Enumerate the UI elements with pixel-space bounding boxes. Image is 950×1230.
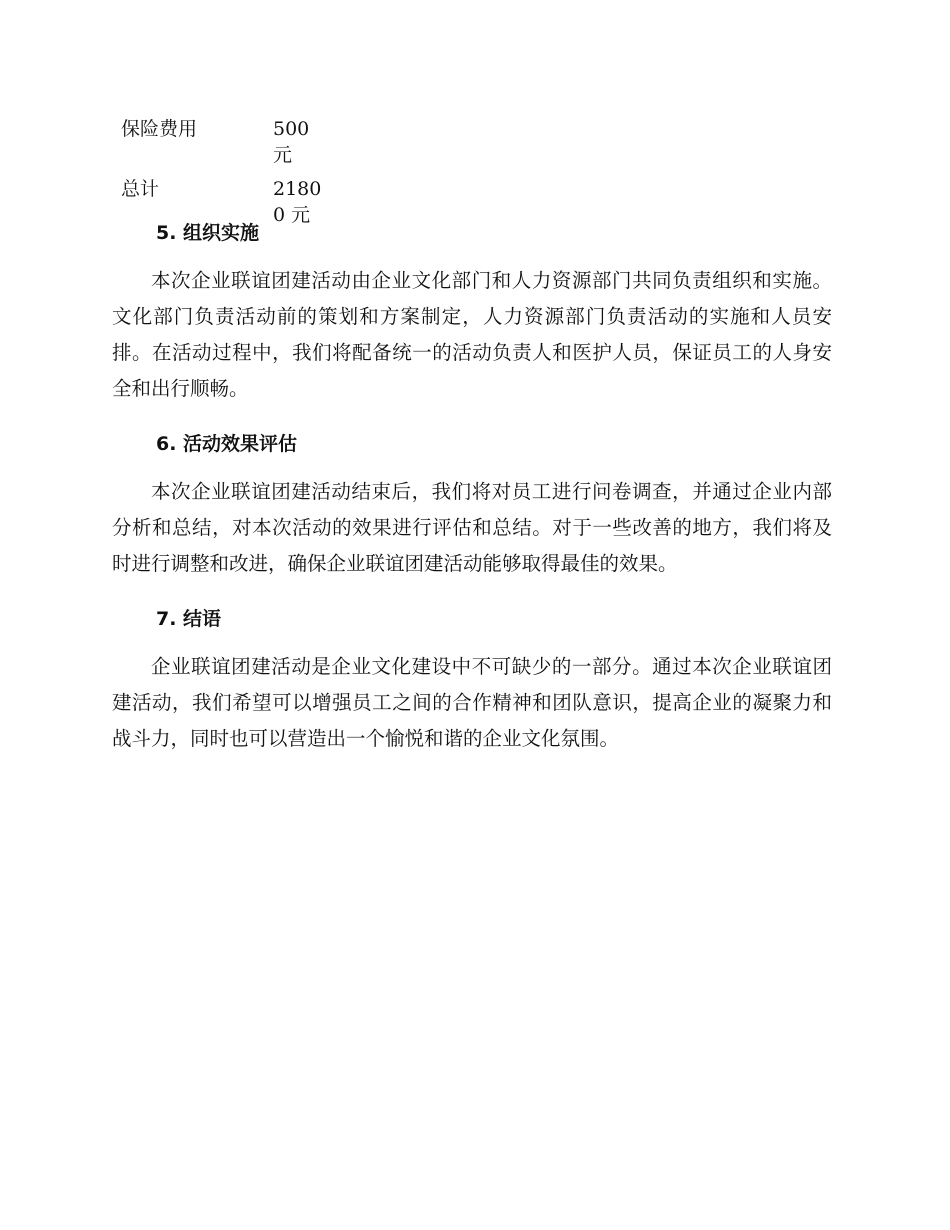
section-heading: 7. 结语 [156,608,222,630]
table-row [121,116,333,168]
cost-item-name: 总计 [121,178,160,200]
cost-item-name: 保险费用 [121,118,198,140]
section-paragraph: 企业联谊团建活动是企业文化建设中不可缺少的一部分。通过本次企业联谊团建活动，我们希望可以增强员工之间的合作精神和团队意识，提高企业的凝聚力和战斗力，同时也可以营造出一个愉悦和谐的企业文化氛围。 [112,655,832,750]
section-heading: 6. 活动效果评估 [156,433,298,455]
section-heading: 5. 组织实施 [156,222,260,244]
cost-item-amount: 21800 元 [273,178,322,226]
section-conclusion [112,606,832,757]
cost-table [121,116,333,236]
section-evaluation [112,431,832,582]
section-paragraph: 本次企业联谊团建活动结束后，我们将对员工进行问卷调查，并通过企业内部分析和总结，对本次活动的效果进行评估和总结。对于一些改善的地方，我们将及时进行调整和改进，确保企业联谊团建活动能够取得最佳的效果。 [112,480,832,575]
cost-item-amount: 500 元 [273,118,310,166]
document-body [112,220,832,781]
section-organization [112,220,832,407]
section-paragraph: 本次企业联谊团建活动由企业文化部门和人力资源部门共同负责组织和实施。文化部门负责活动前的策划和方案制定，人力资源部门负责活动的实施和人员安排。在活动过程中，我们将配备统一的活动负责人和医护人员，保证员工的人身安全和出行顺畅。 [112,269,832,400]
